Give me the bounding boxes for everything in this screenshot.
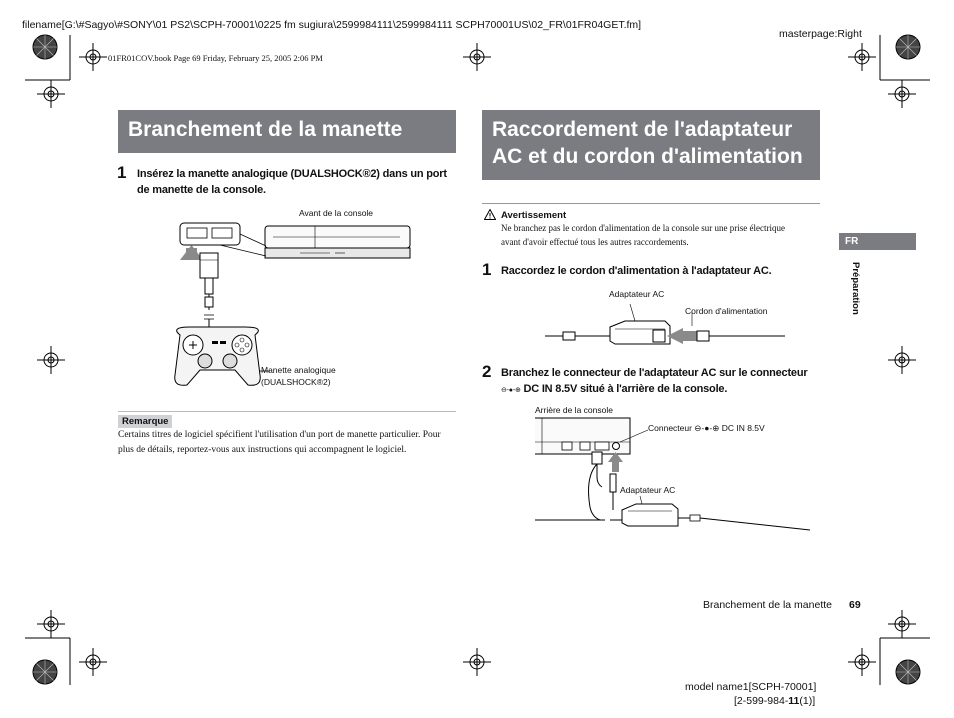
front-console-label: Avant de la console [299, 208, 374, 218]
section-title-controller: Branchement de la manette [118, 110, 456, 153]
remarque-line: plus de détails, reportez-vous aux instructions qui accompagnent le logiciel. [118, 445, 407, 455]
warning-text [501, 221, 831, 249]
controller-label [261, 364, 336, 388]
adapter-cord-illustration [535, 296, 835, 356]
step-text-line: de manette de la console. [137, 184, 266, 196]
model-line: model name1[SCPH-70001] [685, 681, 817, 693]
doc-code [734, 695, 815, 707]
section-title-line: AC et du cordon d'alimentation [492, 145, 803, 168]
step-text-line: Branchez le connecteur de l'adaptateur AC sur le connecteur [501, 367, 808, 379]
section-title-line: Raccordement de l'adaptateur [492, 118, 793, 141]
warning-line: Ne branchez pas le cordon d'alimentation de la console sur une prise électrique [501, 223, 786, 233]
step-text-line: Insérez la manette analogique (DUALSHOCK®2) dans un port [137, 168, 447, 180]
adapter-bottom-illustration [600, 496, 820, 541]
warning-icon [484, 209, 496, 220]
remarque-text [118, 428, 463, 458]
adapter-label-top: Adaptateur AC [609, 289, 665, 299]
connector-label: Connecteur ⊖-●-⊕ DC IN 8.5V [648, 423, 765, 433]
section-sidebar-label: Préparation [850, 262, 861, 315]
step-text-fragment: DC IN 8.5V situé à l'arrière de la console. [523, 383, 728, 395]
masterpage-label: masterpage:Right [779, 28, 862, 40]
doc-code-prefix: [2-599-984- [734, 695, 789, 707]
filename-header: filename[G:\#Sagyo\#SONY\01 PS2\SCPH-70001\0225 fm sugiura\2599984111\2599984111 SCPH70001US\02_FR\01FR04GET.fm] [22, 19, 642, 31]
step-instruction [501, 365, 831, 399]
step-instruction [137, 166, 467, 198]
warning-divider [482, 203, 820, 204]
remarque-line: Certains titres de logiciel spécifient l'utilisation d'un port de manette particulier. Pour [118, 430, 441, 440]
book-info-line: 01FR01COV.book Page 69 Friday, February 25, 2005 2:06 PM [108, 53, 323, 63]
step-number: 1 [482, 260, 492, 279]
language-tab: FR [839, 233, 916, 250]
doc-code-bold: 11 [788, 695, 800, 707]
warning-line: avant d'avoir effectué tous les autres raccordements. [501, 237, 689, 247]
controller-label-line: Manette analogique [261, 365, 336, 375]
step-text-line [501, 381, 831, 399]
warning-title: Avertissement [501, 210, 567, 221]
controller-label-line: (DUALSHOCK®2) [261, 377, 331, 387]
remarque-badge: Remarque [118, 415, 172, 428]
doc-code-suffix: (1)] [799, 695, 816, 707]
section-title-adapter [482, 110, 820, 180]
rear-console-label: Arrière de la console [535, 405, 613, 415]
page-number: 69 [849, 599, 861, 611]
step-number: 1 [117, 163, 127, 182]
adapter-label-bottom: Adaptateur AC [620, 485, 676, 495]
dc-polarity-icon: ⊖-●-⊕ [501, 387, 521, 394]
step-instruction: Raccordez le cordon d'alimentation à l'adaptateur AC. [501, 265, 772, 277]
step-number: 2 [482, 362, 492, 381]
footer-section-name: Branchement de la manette [703, 599, 832, 611]
power-cord-label: Cordon d'alimentation [685, 306, 768, 316]
